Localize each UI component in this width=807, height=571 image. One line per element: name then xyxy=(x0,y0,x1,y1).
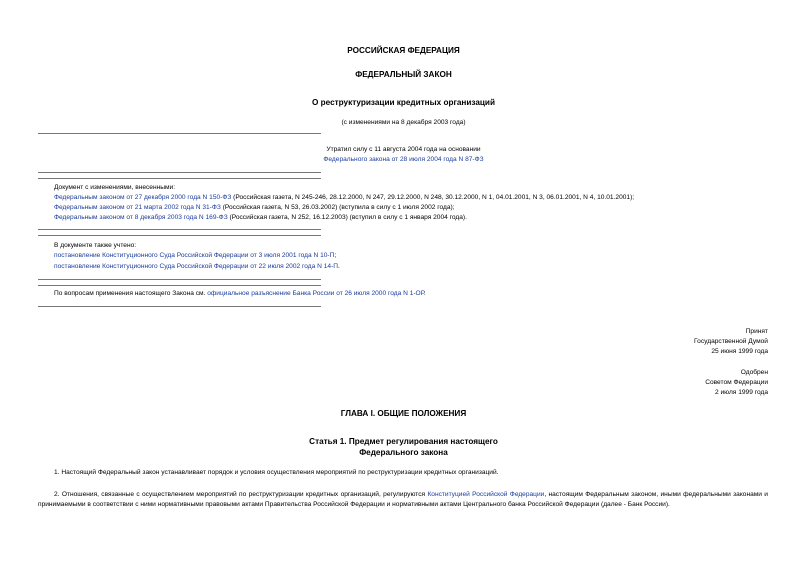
paragraph-2-end: , настоящим Федеральным законом, иными федеральными законами и принимаемыми в соответствии с ними нормативными правовыми актами Правительства Российской Федерации и нормативными актами Центрального банка Российской Федерации (далее - Банк России). xyxy=(38,491,768,509)
status-line: Утратил силу с 11 августа 2004 года на основании xyxy=(326,146,481,153)
approved-by: Советом Федерации xyxy=(705,379,768,387)
considered-item-punct: ; xyxy=(334,252,337,259)
divider xyxy=(38,133,321,134)
divider xyxy=(38,178,321,179)
chapter-heading: ГЛАВА I. ОБЩИЕ ПОЛОЖЕНИЯ xyxy=(340,409,467,418)
considered-item xyxy=(54,263,340,271)
divider xyxy=(38,172,321,173)
divider xyxy=(38,229,321,230)
considered-item-punct: . xyxy=(338,263,340,270)
considered-intro: В документе также учтено: xyxy=(54,242,137,249)
clarification-link[interactable]: официальное разъяснение Банка России от 26 июля 2000 года N 1-ОР xyxy=(207,290,424,297)
adopted-by: Государственной Думой xyxy=(694,338,768,346)
application-text: По вопросам применения настоящего Закона см. xyxy=(54,290,206,297)
change-law-link[interactable]: Федеральным законом от 27 декабря 2000 года N 150-ФЗ xyxy=(54,194,232,201)
doc-type-heading: ФЕДЕРАЛЬНЫЙ ЗАКОН xyxy=(355,70,452,79)
change-item xyxy=(54,204,455,212)
approved-block xyxy=(548,369,768,398)
approved-label: Одобрен xyxy=(740,369,768,376)
adopted-date: 25 июня 1999 года xyxy=(711,348,768,356)
divider xyxy=(38,306,321,307)
change-law-link[interactable]: Федеральным законом от 21 марта 2002 года N 31-ФЗ xyxy=(54,204,221,211)
application-end: . xyxy=(423,290,426,297)
approved-date: 2 июля 1999 года xyxy=(714,389,768,397)
application-note xyxy=(54,290,426,298)
considered-item xyxy=(54,252,336,260)
law-title: О реструктуризации кредитных организаций xyxy=(312,98,495,107)
divider xyxy=(38,285,321,286)
change-item-text: (Российская газета, N 252, 16.12.2003) (вступил в силу с 1 января 2004 года). xyxy=(227,214,467,221)
change-item-text: (Российская газета, N 53, 26.03.2002) (вступила в силу с 1 июля 2002 года); xyxy=(220,204,455,211)
court-ruling-link[interactable]: постановление Конституционного Суда Российской Федерации от 22 июля 2002 года N 14-П xyxy=(54,263,339,270)
adopted-block xyxy=(548,328,768,357)
amendments-note: (с изменениями на 8 декабря 2003 года) xyxy=(341,119,466,126)
paragraph-2-start: 2. Отношения, связанные с осуществлением мероприятий по реструктуризации кредитных организаций, регулируются xyxy=(54,491,426,498)
change-item xyxy=(54,214,467,222)
change-item xyxy=(54,194,634,202)
divider xyxy=(38,235,321,236)
adopted-label: Принят xyxy=(745,328,768,335)
change-item-text: (Российская газета, N 245-246, 28.12.2000, N 247, 29.12.2000, N 248, 30.12.2000, N 1, 04.01.2001, N 3, 06.01.2001, N 4, 10.01.2001); xyxy=(231,194,635,201)
changes-intro: Документ с изменениями, внесенными: xyxy=(54,184,176,191)
divider xyxy=(38,279,321,280)
change-law-link[interactable]: Федеральным законом от 8 декабря 2003 года N 169-ФЗ xyxy=(54,214,228,221)
article-heading-line2: Федерального закона xyxy=(359,448,448,457)
country-heading: РОССИЙСКАЯ ФЕДЕРАЦИЯ xyxy=(347,46,460,55)
court-ruling-link[interactable]: постановление Конституционного Суда Российской Федерации от 3 июля 2001 года N 10-П xyxy=(54,252,335,259)
constitution-link[interactable]: Конституцией Российской Федерации xyxy=(427,491,545,498)
status-link-row xyxy=(0,156,807,164)
repeal-law-link[interactable]: Федерального закона от 28 июля 2004 года N 87-ФЗ xyxy=(323,156,484,163)
paragraph-1: 1. Настоящий Федеральный закон устанавливает порядок и условия осуществления мероприятий по реструктуризации кредитных организаций. xyxy=(54,469,499,476)
paragraph-2 xyxy=(38,490,768,510)
article-heading-line1: Статья 1. Предмет регулирования настоящего xyxy=(309,437,498,446)
